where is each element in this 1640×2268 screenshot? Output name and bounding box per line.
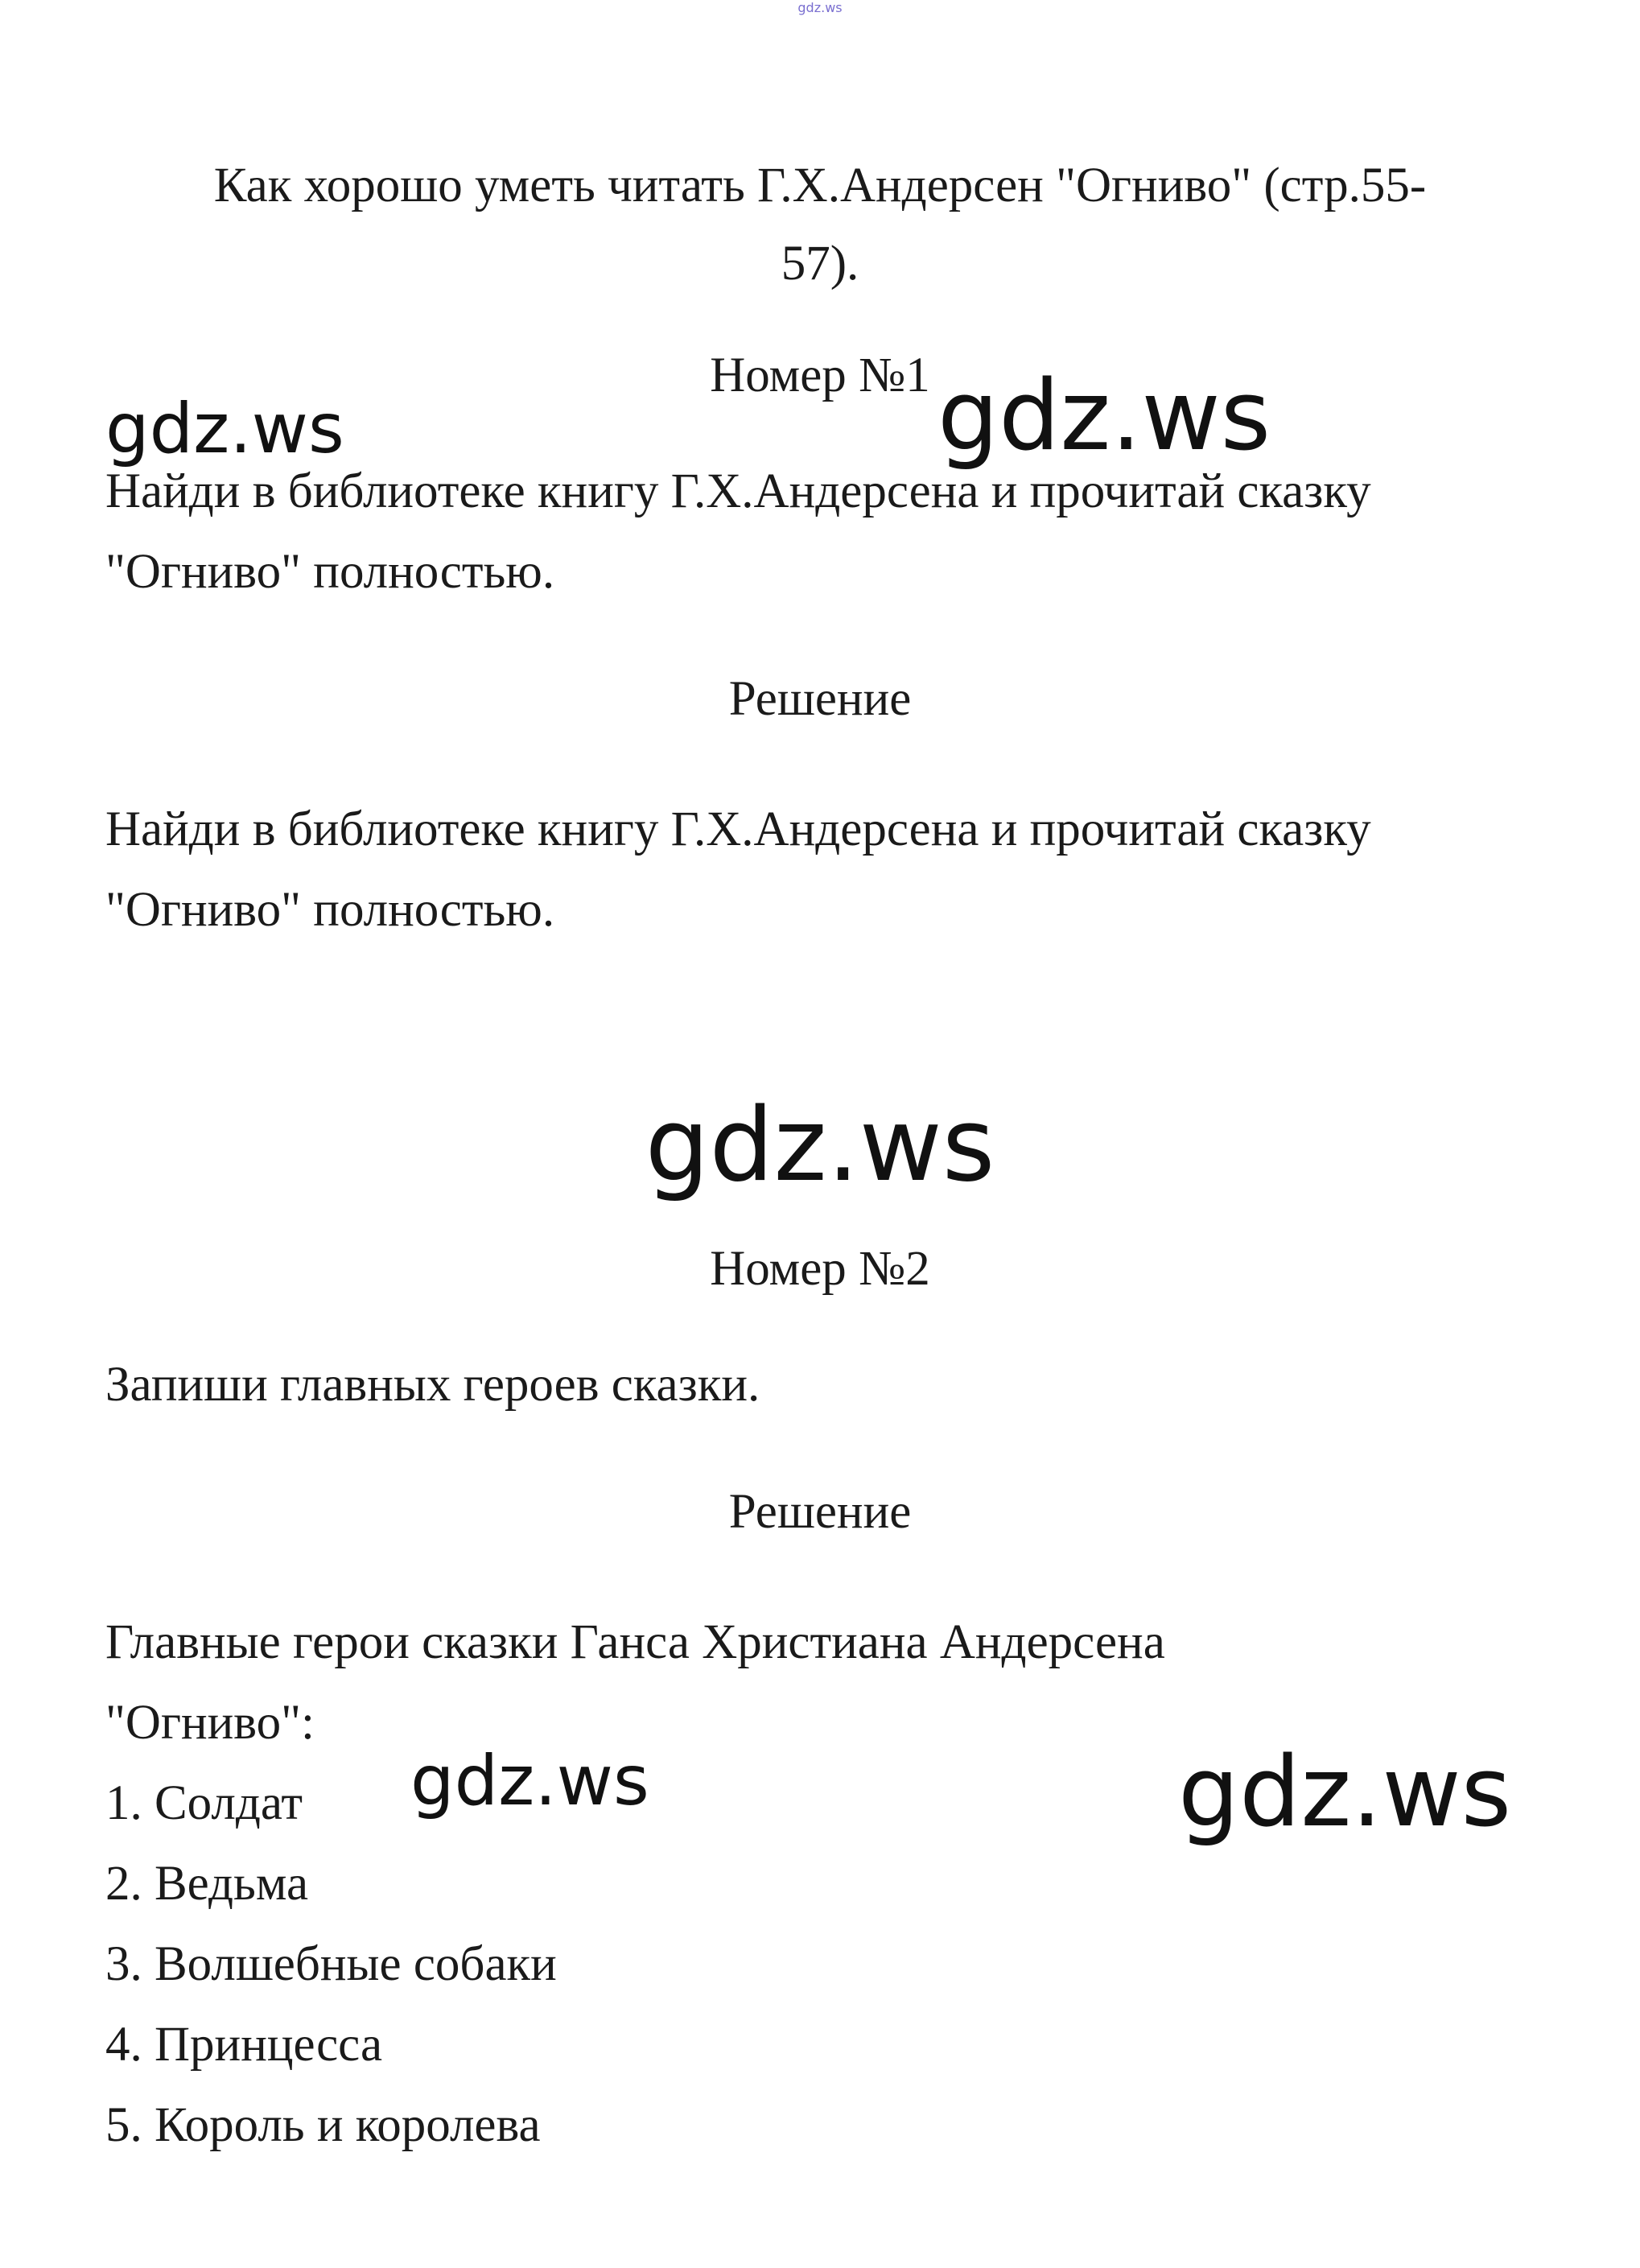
document-title-line-1: Как хорошо уметь читать Г.Х.Андерсен "Огниво" (стр.55- bbox=[213, 159, 1427, 212]
hero-list-item: 3. Волшебные собаки bbox=[105, 1937, 557, 1991]
document-title-line-2: 57). bbox=[781, 237, 859, 291]
hero-list-item: 2. Ведьма bbox=[105, 1857, 309, 1911]
hero-list-item: 5. Король и королева bbox=[105, 2098, 541, 2152]
task-2-question: Запиши главных героев сказки. bbox=[105, 1358, 760, 1412]
watermark: gdz.ws bbox=[645, 1086, 995, 1204]
task-2-solution-heading: Решение bbox=[728, 1485, 912, 1539]
hero-list-item: 1. Солдат bbox=[105, 1776, 303, 1830]
task-1-answer-line-1: Найди в библиотеке книгу Г.Х.Андерсена и прочитай сказку bbox=[105, 802, 1371, 856]
task-1-heading: Номер №1 bbox=[710, 348, 930, 402]
hero-list-item: 4. Принцесса bbox=[105, 2018, 383, 2072]
watermark: gdz.ws bbox=[1178, 1737, 1512, 1849]
task-1-question-line-1: Найди в библиотеке книгу Г.Х.Андерсена и прочитай сказку bbox=[105, 464, 1371, 518]
watermark: gdz.ws bbox=[105, 389, 344, 469]
task-1-answer-line-2: "Огниво" полностью. bbox=[105, 883, 555, 937]
watermark-top-small: gdz.ws bbox=[797, 0, 843, 15]
watermark: gdz.ws bbox=[410, 1741, 649, 1821]
task-1-solution-heading: Решение bbox=[728, 672, 912, 726]
task-2-answer-intro-line-2: "Огниво": bbox=[105, 1696, 315, 1750]
watermark: gdz.ws bbox=[937, 361, 1271, 472]
task-2-answer-intro-line-1: Главные герои сказки Ганса Христиана Андерсена bbox=[105, 1615, 1165, 1669]
task-1-question-line-2: "Огниво" полностью. bbox=[105, 545, 555, 599]
task-2-heading: Номер №2 bbox=[710, 1242, 930, 1296]
